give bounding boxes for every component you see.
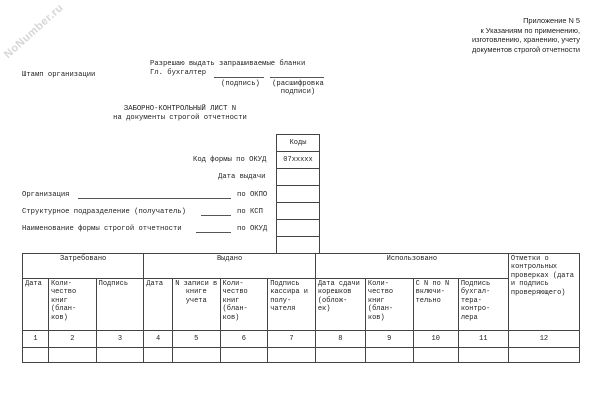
decoding-caption [268, 80, 328, 97]
col-number: 11 [458, 331, 508, 348]
table-cell[interactable] [48, 348, 96, 363]
table-cell[interactable] [144, 348, 173, 363]
title-line: ЗАБОРНО-КОНТРОЛЬНЫЙ ЛИСТ N [123, 105, 237, 113]
col-header: Коли- чество книг (блан- ков) [48, 279, 96, 331]
col-header: Подпись [96, 279, 144, 331]
signature-caption: (подпись) [221, 80, 260, 88]
table-cell[interactable] [365, 348, 413, 363]
title-line: на документы строгой отчетности [113, 113, 247, 122]
organization-label: Организация [22, 191, 70, 199]
stamp-label: Штамп организации [22, 71, 96, 79]
codes-box [276, 134, 320, 254]
col-header: Подпись бухгал- тера- контро- лера [458, 279, 508, 331]
table-cell[interactable] [220, 348, 268, 363]
codes-header: Коды [277, 135, 320, 152]
col-number: 12 [508, 331, 579, 348]
col-header: Дата сдачи корешков (облож- ек) [315, 279, 365, 331]
okud-label: Код формы по ОКУД [193, 156, 267, 164]
col-header: Коли- чество книг (блан- ков) [365, 279, 413, 331]
decoding-caption-line: подписи) [280, 88, 316, 97]
okpo-label: по ОКПО [237, 191, 268, 199]
group-used: Использовано [315, 254, 508, 279]
table-row [23, 348, 580, 363]
table-cell[interactable] [413, 348, 458, 363]
table-cell[interactable] [96, 348, 144, 363]
decoding-caption-line: (расшифровка [272, 80, 324, 88]
appendix-note [472, 16, 580, 54]
table-cell[interactable] [23, 348, 49, 363]
table-cell[interactable] [315, 348, 365, 363]
col-number: 7 [268, 331, 316, 348]
col-number: 1 [23, 331, 49, 348]
decoding-line [270, 77, 324, 78]
col-header: Дата [23, 279, 49, 331]
col-number: 6 [220, 331, 268, 348]
col-number: 5 [172, 331, 220, 348]
col-header: N записи в книге учета [172, 279, 220, 331]
group-requested: Затребовано [23, 254, 144, 279]
table-cell[interactable] [268, 348, 316, 363]
subdivision-field[interactable] [201, 215, 231, 216]
ksp-label: по КСП [237, 208, 263, 216]
col-number: 8 [315, 331, 365, 348]
issue-date-cell[interactable] [277, 169, 320, 186]
col-number: 4 [144, 331, 173, 348]
appendix-line: изготовлению, хранению, учету [472, 35, 580, 45]
subdivision-label: Структурное подразделение (получатель) [22, 208, 186, 216]
col-number: 2 [48, 331, 96, 348]
document-title [90, 105, 270, 122]
watermark: NoNumber.ru [2, 1, 66, 61]
group-marks: Отметки о контрольных проверках (дата и подпись проверяющего) [508, 254, 579, 331]
okpo-code-cell[interactable] [277, 186, 320, 203]
form-name-field[interactable] [196, 232, 231, 233]
table-cell[interactable] [172, 348, 220, 363]
col-header: С N по N включи- тельно [413, 279, 458, 331]
accountant-label: Гл. бухгалтер [150, 69, 207, 77]
extra-code-cell[interactable] [277, 237, 320, 254]
control-table [22, 253, 580, 363]
col-number: 3 [96, 331, 144, 348]
col-header: Подпись кассира и полу- чателя [268, 279, 316, 331]
table-cell[interactable] [508, 348, 579, 363]
col-header: Дата [144, 279, 173, 331]
signature-line [214, 77, 264, 78]
table-cell[interactable] [458, 348, 508, 363]
organization-field[interactable] [78, 198, 231, 199]
issue-date-label: Дата выдачи [218, 173, 266, 181]
appendix-line: документов строгой отчетности [472, 44, 580, 54]
okud2-label: по ОКУД [237, 225, 268, 233]
form-name-label: Наименование формы строгой отчетности [22, 225, 182, 233]
col-header: Коли- чество книг (блан- ков) [220, 279, 268, 331]
okud2-code-cell[interactable] [277, 220, 320, 237]
okud-code-cell[interactable]: 07xxxxx [277, 152, 320, 169]
permit-text: Разрешаю выдать запрашиваемые бланки [150, 60, 306, 68]
appendix-line: к Указаниям по применению, [480, 25, 580, 35]
col-number: 10 [413, 331, 458, 348]
col-number: 9 [365, 331, 413, 348]
ksp-code-cell[interactable] [277, 203, 320, 220]
appendix-line: Приложение N 5 [523, 16, 580, 25]
group-issued: Выдано [144, 254, 316, 279]
